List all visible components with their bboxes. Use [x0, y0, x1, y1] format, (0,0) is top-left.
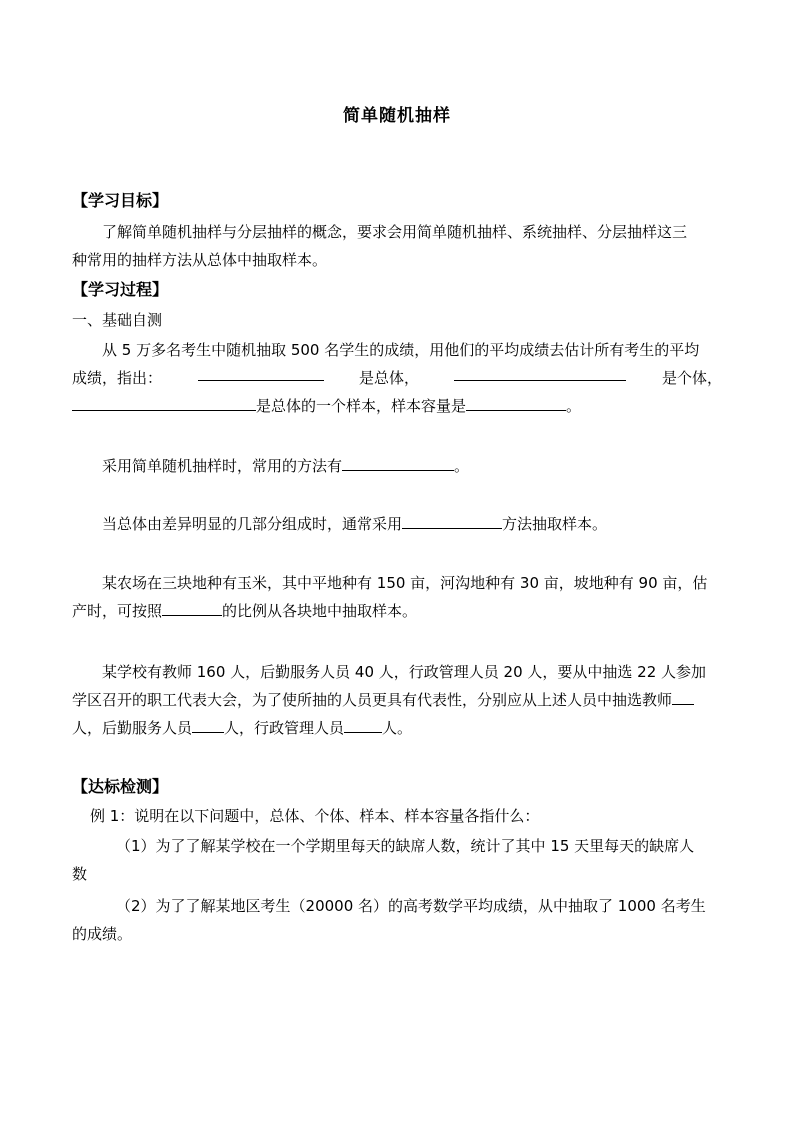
q1-text-3a: 是总体的一个样本，样本容量是 — [256, 397, 467, 415]
q5-text-3c: 人。 — [382, 719, 413, 737]
q1-line-2 — [72, 364, 722, 392]
example-1-intro-text: 例 1：说明在以下问题中，总体、个体、样本、样本容量各指什么： — [90, 807, 540, 825]
q4-line-1 — [72, 569, 722, 597]
q2-text-a: 采用简单随机抽样时，常用的方法有 — [102, 457, 343, 475]
section-heading-check: 【达标检测】 — [72, 777, 169, 796]
q4-text-1: 某农场在三块地种有玉米，其中平地种有 150 亩，河沟地种有 30 亩，坡地种有 90 亩，估 — [102, 574, 708, 592]
question-2 — [72, 452, 722, 480]
goals-line-1 — [72, 218, 722, 246]
item-2-text-1: （2）为了了解某地区考生（20000 名）的高考数学平均成绩，从中抽取了 1000 名考生 — [116, 897, 706, 915]
item-1-line-2: 数 — [72, 865, 88, 883]
q5-blank-teachers[interactable] — [672, 688, 694, 705]
q5-text-3b: 人，行政管理人员 — [224, 719, 345, 737]
goals-text-1: 了解简单随机抽样与分层抽样的概念，要求会用简单随机抽样、系统抽样、分层抽样这三 — [102, 223, 688, 241]
q3-text-b: 方法抽取样本。 — [502, 515, 608, 533]
q4-blank-ratio[interactable] — [162, 599, 222, 616]
sub-heading-self-test: 一、基础自测 — [72, 311, 163, 329]
q5-line-2 — [72, 686, 722, 714]
question-1 — [72, 336, 722, 420]
q3-text-a: 当总体由差异明显的几部分组成时，通常采用 — [102, 515, 403, 533]
q1-blank-sample[interactable] — [72, 394, 256, 411]
q1-text-2b: 是总体， — [358, 369, 419, 387]
question-5 — [72, 658, 722, 742]
q4-text-2b: 的比例从各块地中抽取样本。 — [222, 602, 418, 620]
q5-text-1: 某学校有教师 160 人，后勤服务人员 40 人，行政管理人员 20 人，要从中抽选 22 人参加 — [102, 663, 707, 681]
q1-text-2c: 是个体， — [661, 369, 722, 387]
q5-line-3 — [72, 714, 722, 742]
q5-text-3a: 人，后勤服务人员 — [72, 719, 193, 737]
q1-blank-individual[interactable] — [454, 364, 626, 381]
example-1-item-2 — [72, 892, 722, 948]
q2-text-b: 。 — [454, 457, 470, 475]
goals-paragraph — [72, 218, 722, 274]
q2-blank-method[interactable] — [342, 454, 454, 471]
page-title: 简单随机抽样 — [343, 106, 451, 126]
item-2-line-1 — [72, 892, 722, 920]
q1-text-1: 从 5 万多名考生中随机抽取 500 名学生的成绩，用他们的平均成绩去估计所有考生的平均 — [102, 341, 700, 359]
q1-line-3 — [72, 392, 722, 420]
section-heading-process: 【学习过程】 — [72, 280, 169, 299]
q5-blank-admin-staff[interactable] — [344, 716, 382, 733]
q4-line-2 — [72, 597, 722, 625]
q1-blank-sample-size[interactable] — [466, 394, 566, 411]
q1-blank-population[interactable] — [198, 364, 324, 381]
question-4 — [72, 569, 722, 625]
q4-text-2a: 产时，可按照 — [72, 602, 163, 620]
section-heading-goals: 【学习目标】 — [72, 191, 169, 210]
q1-text-3b: 。 — [566, 397, 582, 415]
q5-blank-service-staff[interactable] — [192, 716, 224, 733]
q1-line-1 — [72, 336, 722, 364]
example-1-intro — [72, 802, 722, 830]
item-1-line-1 — [72, 832, 722, 860]
item-2-line-2: 的成绩。 — [72, 925, 133, 943]
question-3 — [72, 510, 722, 538]
q3-blank-method[interactable] — [402, 512, 502, 529]
q5-line-1 — [72, 658, 722, 686]
goals-line-2: 种常用的抽样方法从总体中抽取样本。 — [72, 251, 328, 269]
example-1-item-1 — [72, 832, 722, 888]
item-1-text-1: （1）为了了解某学校在一个学期里每天的缺席人数，统计了其中 15 天里每天的缺席人 — [116, 837, 695, 855]
q5-text-2: 学区召开的职工代表大会，为了使所抽的人员更具有代表性，分别应从上述人员中抽选教师 — [72, 691, 673, 709]
q1-text-2a: 成绩，指出： — [72, 369, 163, 387]
